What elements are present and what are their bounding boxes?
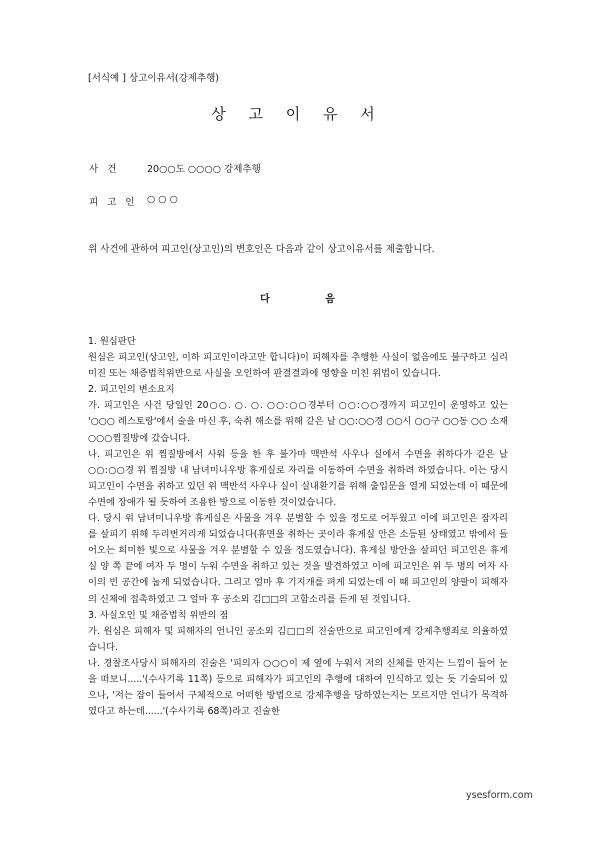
form-label: [서식예 ] 상고이유서(강제추행) (88, 73, 219, 84)
case-value: 20○○도 ○○○○ 강제추행 (147, 164, 261, 175)
paragraph: 원심은 피고인(상고인, 이하 피고인이라고만 합니다)이 피해자를 추행한 사실이 없음에도 불구하고 심리미진 또는 채증법칙위반으로 사실을 오인하여 판결결과에 영향을 미친 위법이 있습니다. (88, 352, 508, 380)
case-label: 사 건 (89, 164, 120, 175)
paragraph: 가. 피고인은 사건 당일인 20○○. ○. ○. ○○:○○경부터 ○○:○○경까지 피고인이 운영하고 있는 '○○○ 레스토랑'에서 술을 마신 후, 숙취 해소를 위해 같은 날 ○○:○○경 ○○시 ○○구 ○○동 ○○ 소재 ○○○찜질방에 갔습니다. (88, 400, 508, 444)
heading-3: 3. 사실오인 및 채증법칙 위반의 점 (88, 609, 229, 621)
paragraph: 가. 원심은 피해자 및 피해자의 언니인 공소외 김□□의 진술만으로 피고인에게 강제추행죄로 의율하였습니다. (88, 625, 508, 653)
paragraph: 나. 경찰조사당시 피해자의 진술은 '피의자 ○○○이 제 옆에 누워서 저의 신체를 만지는 느낌이 들어 눈을 떠보니.....'(수사기록 11쪽) 등으로 피해자가 피고인의 추행에 대하여 인식하고 있는 듯 기술되어 있으나, '저는 잠이 들어서 구체적으로 어떠한 방법으로 강제추행을 당하였는지는 모르지만 언니가 목격하였다고 하는데......'(수사기록 68쪽)라고 진술한 (88, 657, 508, 718)
section-heading: 다 음 (260, 294, 361, 305)
paragraph: 다. 당시 위 남녀미니우방 휴게실은 사물을 겨우 분별할 수 있을 정도로 어두웠고 이에 피고인은 잠자리를 살피기 위해 두리번거리게 되었습니다(휴면을 취하는 곳이라 휴게실 안은 소등된 상태였고 밖에서 들어오는 희미한 빛으로 사물을 겨우 분별할 수 있을 정도였습니다). 휴게실 방안을 살피던 피고인은 휴게실 양 쪽 끝에 여자 두 명이 누워 수면을 취하고 있는 것을 발견하였고 이에 피고인은 위 두 명의 여자 사이의 빈 공간에 눕게 되었습니다. 그리고 얼마 후 기지개를 펴게 되었는데 이 때 피고인의 양팔이 피해자의 신체에 접촉하였고 그 얼마 후 공소외 김□□의 고함소리를 듣게 된 것입니다. (88, 513, 508, 605)
defendant-value: ○ ○ ○ (147, 194, 178, 205)
case-row (89, 161, 261, 175)
heading-2: 2. 피고인의 변소요지 (88, 384, 175, 396)
defendant-label: 피 고 인 (89, 197, 138, 208)
footer-watermark: ysesform.com (466, 790, 533, 801)
document-title: 상 고 이 유 서 (211, 105, 384, 123)
paragraph: 나. 피고인은 위 찜질방에서 사워 등을 한 후 불가마 맥반석 사우나 실에서 수면을 취하다가 같은 날 ○○:○○경 위 찜질방 내 남녀미니우방 휴게실로 자리를 이동하여 수면을 취하려 하였습니다. 이는 당시 피고인이 수면을 취하고 있던 위 맥반석 사우나 실이 실내환기를 위해 출입문을 열게 되었는데 이 때문에 수면에 장애가 될 듯하여 조용한 방으로 이동한 것이었습니다. (88, 448, 508, 508)
heading-1: 1. 원심판단 (88, 336, 136, 347)
intro-text: 위 사건에 관하여 피고인(상고인)의 변호인은 다음과 같이 상고이유서를 제출합니다. (88, 244, 435, 255)
defendant-row (89, 194, 178, 208)
body-text (88, 334, 508, 720)
